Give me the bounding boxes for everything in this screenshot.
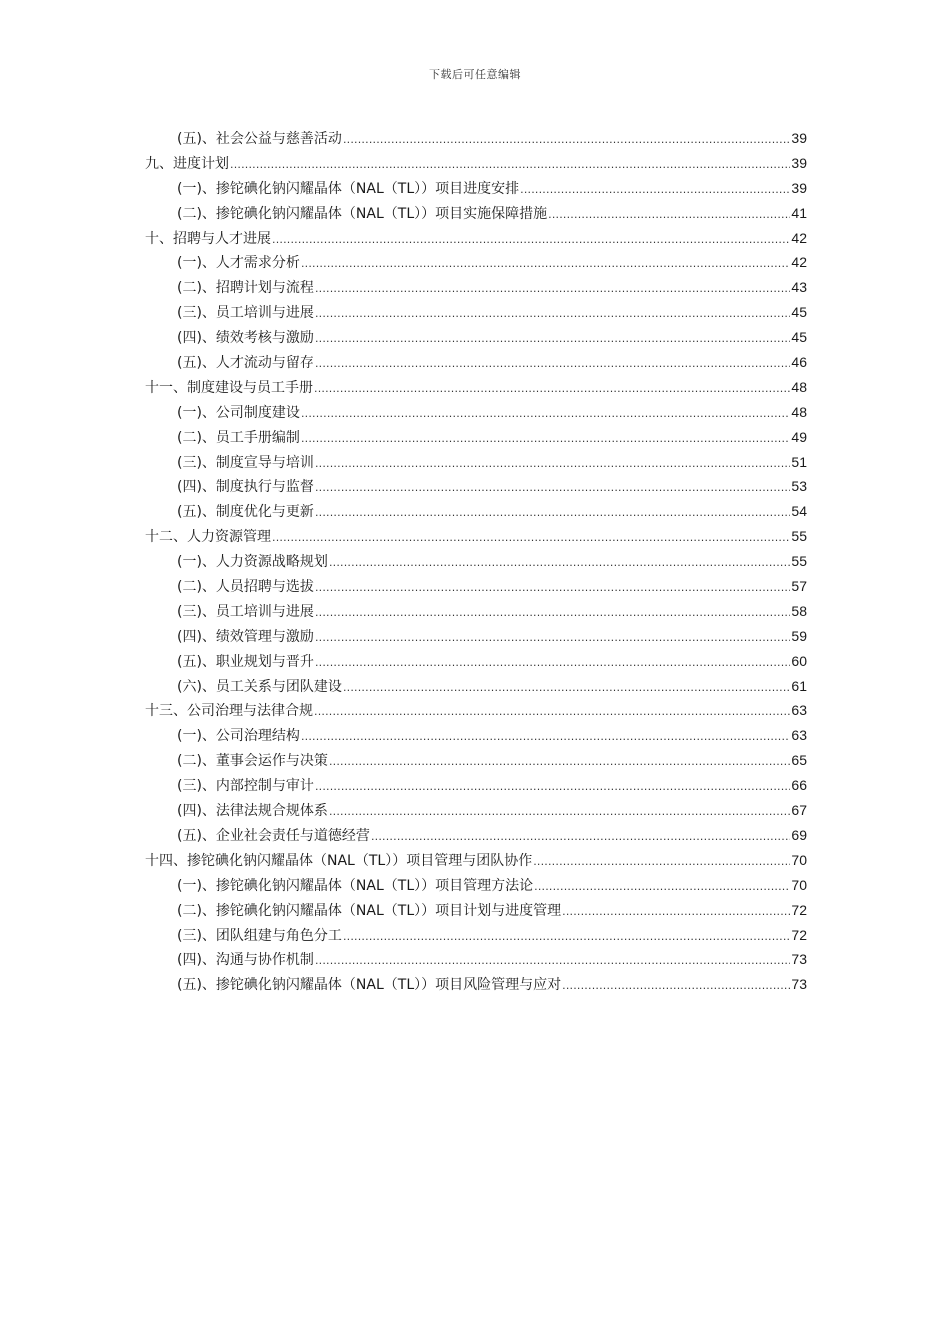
toc-section-entry[interactable] (145, 325, 807, 350)
toc-dot-leader (562, 974, 790, 999)
toc-page-number: 45 (791, 329, 807, 346)
toc-page-number: 60 (791, 652, 807, 669)
toc-entry-title: (四)、制度执行与监督 (177, 479, 314, 496)
toc-entry-title: (一)、公司治理结构 (177, 728, 300, 745)
toc-page-number: 73 (791, 976, 807, 993)
toc-dot-leader (329, 800, 790, 825)
toc-entry-title: (五)、职业规划与晋升 (177, 653, 314, 670)
toc-page-number: 65 (791, 752, 807, 769)
toc-page-number: 51 (791, 453, 807, 470)
toc-section-entry[interactable] (145, 400, 807, 425)
toc-entry-title: (三)、内部控制与审计 (177, 778, 314, 795)
toc-dot-leader (230, 153, 790, 178)
toc-dot-leader (329, 551, 790, 576)
toc-entry-title: (三)、制度宣导与培训 (177, 454, 314, 471)
toc-section-entry[interactable] (145, 474, 807, 499)
toc-entry-title: (三)、团队组建与角色分工 (177, 927, 342, 944)
toc-dot-leader (315, 576, 790, 601)
toc-section-entry[interactable] (145, 425, 807, 450)
toc-page-number: 73 (791, 951, 807, 968)
toc-chapter-entry[interactable] (145, 226, 807, 251)
toc-page-number: 42 (791, 229, 807, 246)
toc-entry-title: 十三、公司治理与法律合规 (145, 703, 313, 720)
toc-page-number: 42 (791, 254, 807, 271)
toc-section-entry[interactable] (145, 549, 807, 574)
toc-dot-leader (315, 302, 790, 327)
toc-dot-leader (371, 825, 790, 850)
toc-page-number: 63 (791, 727, 807, 744)
toc-dot-leader (314, 377, 790, 402)
toc-section-entry[interactable] (145, 898, 807, 923)
toc-dot-leader (301, 252, 790, 277)
toc-page-number: 48 (791, 378, 807, 395)
toc-section-entry[interactable] (145, 499, 807, 524)
toc-entry-title: 十二、人力资源管理 (145, 529, 271, 546)
toc-page-number: 39 (791, 130, 807, 146)
toc-entry-title: (一)、掺铊碘化钠闪耀晶体（NAL（TL））项目管理方法论 (177, 877, 534, 894)
toc-page-number: 39 (791, 154, 807, 171)
toc-dot-leader (315, 476, 790, 501)
toc-chapter-entry[interactable] (145, 524, 807, 549)
toc-dot-leader (343, 128, 790, 153)
toc-chapter-entry[interactable] (145, 848, 807, 873)
toc-dot-leader (315, 277, 790, 302)
toc-page-number: 61 (791, 677, 807, 694)
toc-section-entry[interactable] (145, 574, 807, 599)
toc-section-entry[interactable] (145, 748, 807, 773)
toc-page-number: 59 (791, 627, 807, 644)
toc-dot-leader (343, 925, 790, 950)
toc-dot-leader (329, 750, 790, 775)
toc-dot-leader (315, 601, 790, 626)
toc-section-entry[interactable] (145, 723, 807, 748)
toc-section-entry[interactable] (145, 649, 807, 674)
toc-page-number: 66 (791, 777, 807, 794)
toc-entry-title: (三)、员工培训与进展 (177, 305, 314, 322)
toc-section-entry[interactable] (145, 176, 807, 201)
toc-entry-title: (一)、人力资源战略规划 (177, 554, 328, 571)
toc-dot-leader (562, 900, 790, 925)
toc-dot-leader (272, 526, 790, 551)
toc-page-number: 55 (791, 528, 807, 545)
toc-entry-title: 十四、掺铊碘化钠闪耀晶体（NAL（TL））项目管理与团队协作 (145, 852, 533, 869)
toc-section-entry[interactable] (145, 873, 807, 898)
toc-section-entry[interactable] (145, 798, 807, 823)
toc-dot-leader (315, 352, 790, 377)
toc-page-number: 45 (791, 304, 807, 321)
toc-section-entry[interactable] (145, 300, 807, 325)
toc-section-entry[interactable] (145, 599, 807, 624)
toc-dot-leader (534, 875, 790, 900)
toc-page-number: 69 (791, 826, 807, 843)
toc-chapter-entry[interactable] (145, 151, 807, 176)
toc-entry-title: (二)、人员招聘与选拔 (177, 579, 314, 596)
toc-section-entry[interactable] (145, 773, 807, 798)
toc-entry-title: (一)、掺铊碘化钠闪耀晶体（NAL（TL））项目进度安排 (177, 180, 520, 197)
toc-entry-title: (三)、员工培训与进展 (177, 603, 314, 620)
toc-entry-title: 九、进度计划 (145, 155, 229, 172)
toc-section-entry[interactable] (145, 923, 807, 948)
toc-dot-leader (315, 452, 790, 477)
toc-dot-leader (343, 676, 790, 701)
toc-page-number: 54 (791, 503, 807, 520)
toc-entry-title: (五)、企业社会责任与道德经营 (177, 827, 370, 844)
toc-section-entry[interactable] (145, 126, 807, 151)
toc-chapter-entry[interactable] (145, 698, 807, 723)
toc-entry-title: (一)、人才需求分析 (177, 255, 300, 272)
toc-section-entry[interactable] (145, 624, 807, 649)
toc-page-number: 67 (791, 802, 807, 819)
toc-dot-leader (301, 427, 790, 452)
toc-entry-title: 十一、制度建设与员工手册 (145, 379, 313, 396)
toc-section-entry[interactable] (145, 201, 807, 226)
toc-entry-title: (四)、绩效考核与激励 (177, 330, 314, 347)
toc-page-number: 72 (791, 901, 807, 918)
toc-dot-leader (315, 327, 790, 352)
toc-section-entry[interactable] (145, 250, 807, 275)
toc-page-number: 46 (791, 354, 807, 371)
toc-dot-leader (548, 203, 790, 228)
toc-page-number: 58 (791, 602, 807, 619)
toc-dot-leader (315, 626, 790, 651)
toc-entry-title: (四)、沟通与协作机制 (177, 952, 314, 969)
toc-dot-leader (272, 228, 790, 253)
toc-section-entry[interactable] (145, 972, 807, 997)
toc-section-entry[interactable] (145, 674, 807, 699)
toc-dot-leader (301, 402, 790, 427)
toc-section-entry[interactable] (145, 275, 807, 300)
toc-section-entry[interactable] (145, 823, 807, 848)
toc-entry-title: (四)、绩效管理与激励 (177, 628, 314, 645)
toc-dot-leader (301, 725, 790, 750)
toc-dot-leader (315, 949, 790, 974)
toc-page-number: 72 (791, 926, 807, 943)
toc-page-number: 70 (791, 876, 807, 893)
toc-dot-leader (533, 850, 790, 875)
toc-dot-leader (314, 700, 790, 725)
toc-page-number: 41 (791, 204, 807, 221)
toc-page-number: 39 (791, 179, 807, 196)
toc-page-number: 70 (791, 851, 807, 868)
toc-dot-leader (315, 501, 790, 526)
toc-dot-leader (315, 651, 790, 676)
toc-entry-title: (五)、掺铊碘化钠闪耀晶体（NAL（TL））项目风险管理与应对 (177, 977, 562, 994)
toc-entry-title: (二)、董事会运作与决策 (177, 753, 328, 770)
toc-entry-title: (五)、人才流动与留存 (177, 355, 314, 372)
toc-page-number: 53 (791, 478, 807, 495)
toc-page-number: 43 (791, 279, 807, 296)
toc-entry-title: (一)、公司制度建设 (177, 404, 300, 421)
toc-entry-title: (二)、掺铊碘化钠闪耀晶体（NAL（TL））项目实施保障措施 (177, 205, 548, 222)
toc-section-entry[interactable] (145, 947, 807, 972)
toc-page-number: 63 (791, 702, 807, 719)
page-header: 下载后可任意编辑 (429, 68, 521, 81)
toc-entry-title: (四)、法律法规合规体系 (177, 803, 328, 820)
toc-entry-title: (六)、员工关系与团队建设 (177, 678, 342, 695)
toc-section-entry[interactable] (145, 350, 807, 375)
toc-entry-title: (二)、员工手册编制 (177, 429, 300, 446)
toc-page-number: 55 (791, 553, 807, 570)
toc-section-entry[interactable] (145, 450, 807, 475)
toc-entry-title: (二)、掺铊碘化钠闪耀晶体（NAL（TL））项目计划与进度管理 (177, 902, 562, 919)
toc-entry-title: (二)、招聘计划与流程 (177, 280, 314, 297)
table-of-contents (145, 126, 807, 997)
toc-entry-title: (五)、社会公益与慈善活动 (177, 131, 342, 147)
toc-dot-leader (315, 775, 790, 800)
toc-page-number: 49 (791, 428, 807, 445)
toc-page-number: 57 (791, 578, 807, 595)
toc-dot-leader (520, 178, 790, 203)
toc-chapter-entry[interactable] (145, 375, 807, 400)
toc-entry-title: 十、招聘与人才进展 (145, 230, 271, 247)
toc-entry-title: (五)、制度优化与更新 (177, 504, 314, 521)
toc-page-number: 48 (791, 403, 807, 420)
